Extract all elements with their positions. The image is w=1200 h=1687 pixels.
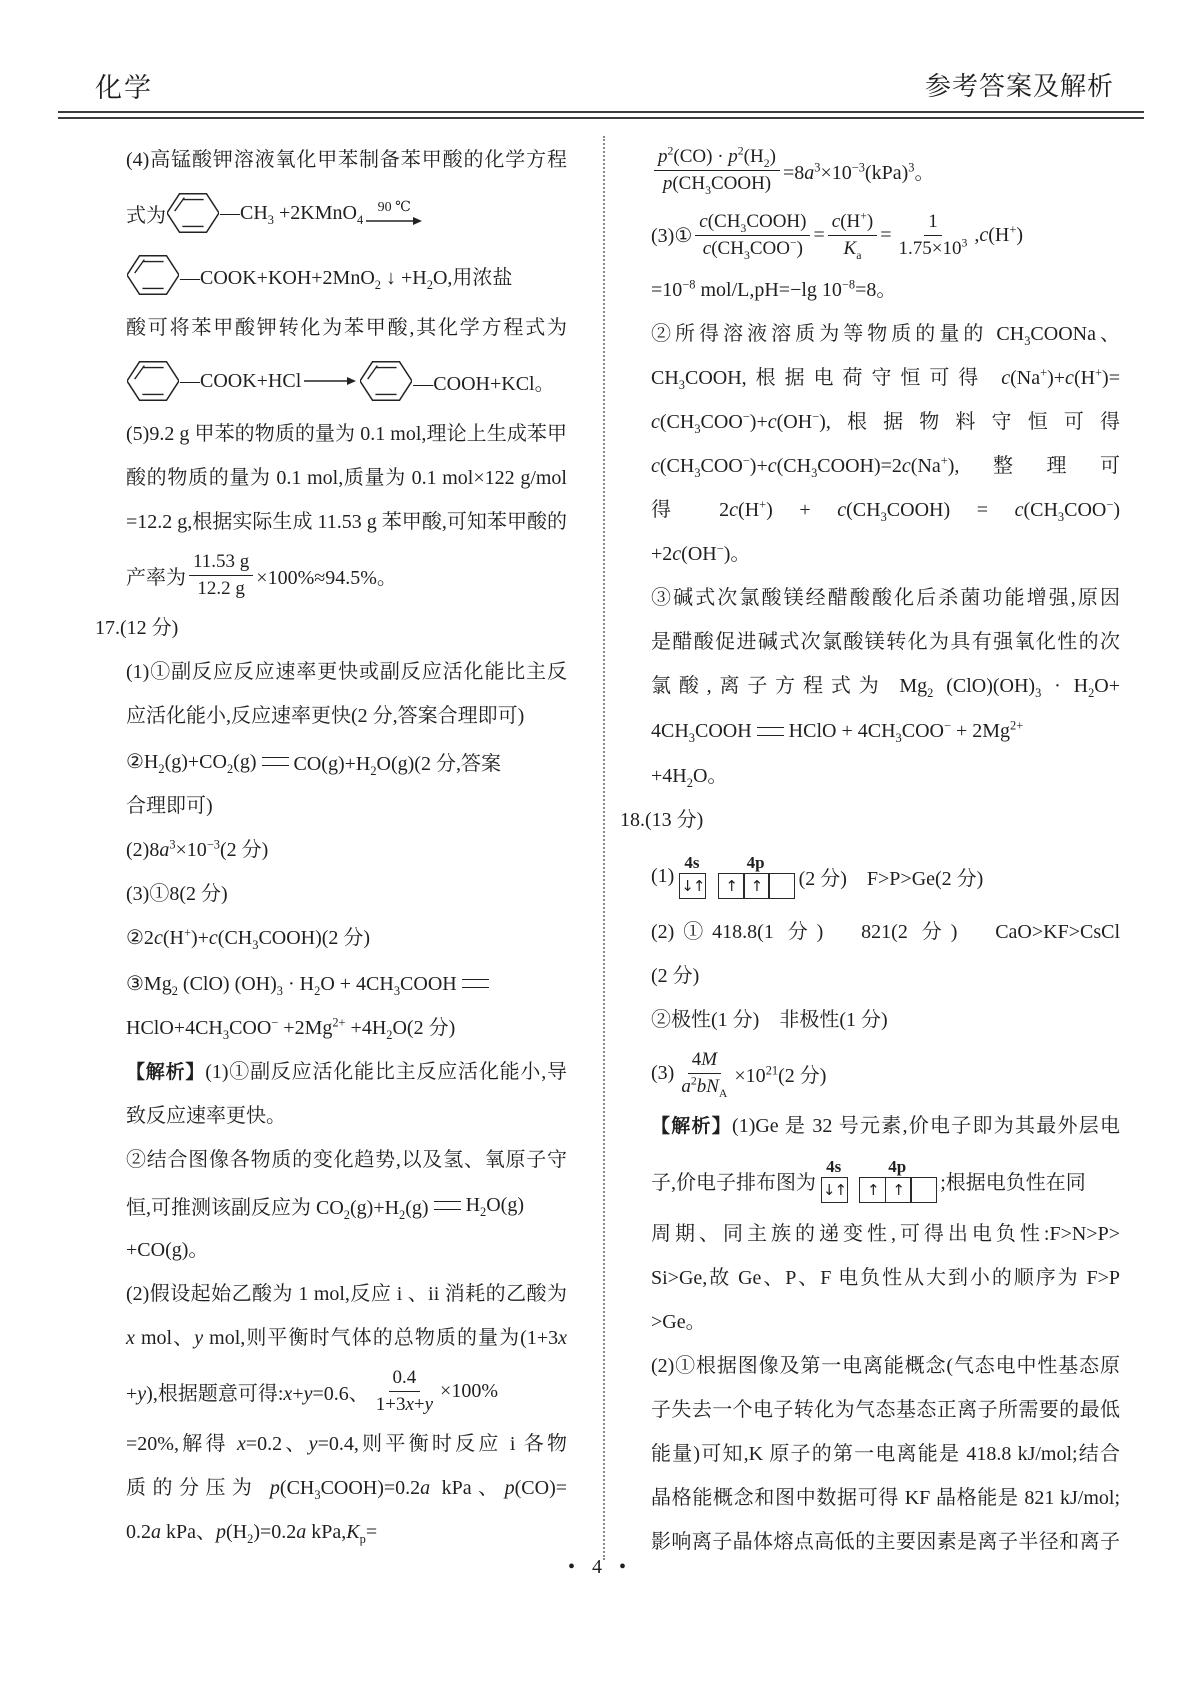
right-arrow-icon — [304, 376, 356, 386]
text-line — [95, 1138, 567, 1182]
text-line — [620, 1432, 1120, 1476]
fraction: $\frac{11.53 g}{12.2 g}$ — [189, 550, 253, 601]
right-column — [620, 138, 1120, 1564]
text-line — [620, 664, 1120, 708]
text-run: $c(CH_3COO^-)+c(OH^-)$,根据物料守恒可得 — [651, 409, 1120, 436]
text-run: 式为 — [126, 204, 166, 227]
fraction: $\frac{4M}{a^2bN_A}$ — [681, 1048, 728, 1100]
text-run: (2)①根据图像及第一电离能概念(气态电中性基态原 — [651, 1355, 1120, 1377]
fraction: $\frac{1}{1.75\times 10^3}$ — [898, 210, 968, 259]
text-line — [620, 620, 1120, 664]
text-line — [620, 1300, 1120, 1344]
text-run: +y),根据题意可得:x+y=0.6、 — [126, 1382, 369, 1405]
text-run: $③Mg_2$ (ClO) $(OH)_3 \cdot H_2O$ + $4CH_3COOH$ — [126, 972, 457, 998]
text-run: —COOK+KOH+2MnO$_2$ ↓ $+H_2O$,用浓盐 — [180, 266, 513, 292]
text-run: 子,价电子排布图为 — [651, 1171, 816, 1194]
text-run: 氯酸,离子方程式为 $Mg_2$ $(ClO)(OH)_3 \cdot H_2O+$ — [651, 675, 1120, 700]
text-run: 0.2a kPa、$p(H_2)=0.2a$ $kPa,K_p=$ — [126, 1521, 378, 1546]
text-run: Si>Ge,故 Ge、P、F 电负性从大到小的顺序为 F>P — [651, 1267, 1120, 1289]
text-run: (1)①副反应反应速率更快或副反应活化能比主反 — [126, 661, 567, 683]
text-run: 得 $2c(H^+) + c(CH_3COOH) = c(CH_3COO^-)$ — [651, 497, 1121, 524]
formula-line — [95, 350, 567, 412]
text-line — [95, 1510, 567, 1554]
text-line — [95, 412, 567, 456]
formula-line — [95, 1360, 567, 1422]
double-bond-equals — [757, 727, 784, 736]
text-line — [95, 1006, 567, 1050]
orbital-box — [768, 873, 795, 899]
orbital-box — [910, 1177, 937, 1203]
text-run: $CH_3COOH$,根据电荷守恒可得 c(Na+)+c(H+)= — [651, 365, 1120, 392]
text-line — [620, 1212, 1120, 1256]
text-line — [95, 1272, 567, 1316]
column-divider — [603, 136, 605, 1560]
text-run: 恒,可推测该副反应为 $CO_2(g)+H_2(g)$ — [126, 1196, 429, 1222]
text-line — [620, 488, 1120, 532]
fraction: $\frac{p^2(CO) \cdot p^2(H_2)}{p(CH_3COOH)}$ — [654, 145, 780, 196]
text-run: x mol、y mol,则平衡时气体的总物质的量为(1+3x — [126, 1327, 567, 1349]
benzene-ring-icon — [127, 252, 179, 298]
text-run: (2 分) F>P>Ge(2 分) — [798, 867, 984, 890]
text-line — [620, 356, 1120, 400]
text-line — [620, 754, 1120, 798]
fraction: $\frac{c(CH_3COOH)}{c(CH_3COO^-)}$ — [695, 210, 810, 261]
text-line — [95, 306, 567, 350]
text-run: 【解析】(1)Ge 是 32 号元素,价电子即为其最外层电 — [651, 1115, 1120, 1137]
text-line — [620, 1256, 1120, 1300]
text-run: 合理即可) — [126, 795, 213, 817]
text-line — [95, 694, 567, 738]
orbital-box: ↑ — [743, 873, 770, 899]
text-run: 影响离子晶体熔点高低的主要因素是离子半径和离子 — [651, 1531, 1120, 1553]
left-column — [95, 138, 567, 1554]
text-run: $4CH_3COOH$ — [651, 719, 752, 745]
text-line — [95, 1422, 567, 1466]
orbital-box: ↓↑ — [821, 1177, 848, 1203]
orbital-box: ↑ — [859, 1177, 886, 1203]
text-run: = — [880, 223, 892, 246]
text-line — [95, 872, 567, 916]
fraction: $\frac{0.4}{1+3x+y}$ — [375, 1366, 434, 1415]
text-run: (3)① — [651, 224, 693, 247]
orbital-diagram: 4s ↓↑ 4p ↑ ↑ — [821, 1158, 935, 1203]
text-run: +2c(OH−)。 — [651, 541, 751, 565]
text-run: $=10^{-8}$ mol/L,pH=−lg $10^{-8}=8$。 — [651, 277, 897, 301]
text-run: 致反应速率更快。 — [126, 1105, 286, 1127]
text-line — [620, 910, 1120, 954]
text-run: =12.2 g,根据实际生成 11.53 g 苯甲酸,可知苯甲酸的 — [126, 511, 567, 533]
text-line — [620, 954, 1120, 998]
double-bond-equals — [434, 1201, 461, 1210]
formula-line — [620, 1148, 1120, 1212]
answer-key-title: 参考答案及解析 — [924, 72, 1114, 101]
formula-line — [620, 842, 1120, 910]
text-run: ;根据电负性在同 — [940, 1171, 1086, 1194]
text-run: $+4H_2O$。 — [651, 765, 728, 790]
formula-line — [95, 244, 567, 306]
text-run: HClO + $4CH_3COO^- + 2Mg^{2+}$ — [788, 717, 1024, 745]
text-run: ×100%≈94.5%。 — [256, 566, 397, 589]
text-run: —COOK+HCl — [180, 369, 302, 392]
text-line — [620, 1388, 1120, 1432]
page-number: • 4 • — [567, 1556, 632, 1578]
text-line — [95, 138, 567, 182]
text-run: >Ge。 — [651, 1311, 706, 1333]
text-run: $CO(g)+H_2O(g)(2$ 分,答案 — [293, 752, 501, 778]
benzene-ring-icon — [167, 190, 219, 236]
orbital-diagram: 4s ↓↑ 4p ↑ ↑ — [679, 854, 793, 899]
text-run: ②极性(1 分) 非极性(1 分) — [651, 1009, 888, 1031]
orbital-box: ↓↑ — [679, 873, 706, 899]
text-run: (3) — [651, 1061, 675, 1084]
text-run: 晶格能概念和图中数据可得 KF 晶格能是 821 kJ/mol; — [651, 1487, 1120, 1509]
text-run: 17.(12 分) — [95, 617, 179, 639]
text-line — [95, 456, 567, 500]
text-line — [620, 1344, 1120, 1388]
formula-line — [95, 1182, 567, 1228]
text-line — [620, 312, 1120, 356]
text-run: = — [813, 223, 825, 246]
text-run: 是醋酸促进碱式次氯酸镁转化为具有强氧化性的次 — [651, 631, 1120, 653]
text-run: (5)9.2 g 甲苯的物质的量为 0.1 mol,理论上生成苯甲 — [126, 423, 567, 445]
text-run: =20%,解得 x=0.2、y=0.4,则平衡时反应 i 各物 — [126, 1433, 567, 1455]
text-run: ③碱式次氯酸镁经醋酸酸化后杀菌功能增强,原因 — [651, 587, 1120, 609]
formula-line — [95, 738, 567, 784]
text-run: $=8a^3\times 10^{-3}(kPa)^3$。 — [782, 159, 935, 184]
text-line — [620, 444, 1120, 488]
text-line — [95, 650, 567, 694]
question-number-line — [620, 798, 1120, 842]
benzene-ring-icon — [127, 358, 179, 404]
text-run: $\times 10^{21}(2$ 分) — [734, 1062, 827, 1087]
orbital-box: ↑ — [718, 873, 745, 899]
formula-line — [620, 708, 1120, 754]
text-run: ②结合图像各物质的变化趋势,以及氢、氧原子守 — [126, 1149, 567, 1171]
formula-line — [620, 202, 1120, 268]
text-line — [620, 1476, 1120, 1520]
text-line — [95, 500, 567, 544]
double-bond-equals — [462, 979, 489, 988]
text-line — [95, 828, 567, 872]
text-run: (3)①8(2 分) — [126, 883, 228, 905]
text-run: 子失去一个电子转化为气态基态正离子所需要的最低 — [651, 1399, 1120, 1421]
text-line — [95, 1094, 567, 1138]
text-run: 应活化能小,反应速率更快(2 分,答案合理即可) — [126, 705, 525, 727]
text-run: 酸可将苯甲酸钾转化为苯甲酸,其化学方程式为 — [126, 317, 567, 339]
text-line — [95, 916, 567, 960]
double-bond-equals — [262, 757, 289, 766]
text-run: 产率为 — [126, 566, 186, 589]
text-line — [95, 784, 567, 828]
text-run: —COOH+KCl。 — [413, 372, 555, 395]
text-line — [95, 1316, 567, 1360]
question-number-line — [95, 606, 567, 650]
text-run: $(2)8a^3\times 10^{-3}(2$ 分) — [126, 837, 269, 861]
text-line — [620, 576, 1120, 620]
text-run: ,c(H+) — [974, 221, 1024, 246]
text-run: $c(CH_3COO^-)+c(CH_3COOH)=2c(Na^+)$,整理可 — [651, 453, 1120, 480]
text-line — [95, 1050, 567, 1094]
text-run: $HClO+4CH_3COO^- +2Mg^{2+} +4H_2O(2$ 分) — [126, 1015, 456, 1042]
text-run: 【解析】(1)①副反应活化能比主反应活化能小,导 — [126, 1061, 567, 1083]
text-line — [620, 532, 1120, 576]
benzene-ring-icon — [360, 358, 412, 404]
text-run: ②所得溶液溶质为等物质的量的 $CH_3COONa$、 — [651, 323, 1120, 348]
text-run: 质的分压为 $p(CH_3COOH)=0.2a$ kPa、p(CO)= — [126, 1477, 568, 1502]
text-run: (2)假设起始乙酸为 1 mol,反应 i 、ii 消耗的乙酸为 — [126, 1283, 567, 1305]
text-line — [620, 998, 1120, 1042]
formula-line — [95, 544, 567, 606]
text-line — [95, 1228, 567, 1272]
formula-line — [95, 182, 567, 244]
formula-line — [95, 960, 567, 1006]
orbital-box: ↑ — [885, 1177, 912, 1203]
fraction: $\frac{c(H^+)}{K_a}$ — [828, 210, 877, 261]
text-run: 周期、同主族的递变性,可得出电负性:F>N>P> — [651, 1223, 1120, 1245]
text-line — [620, 268, 1120, 312]
text-run: $②2c(H^+)+c(CH_3COOH)(2$ 分) — [126, 925, 371, 952]
text-run: (2 分) — [651, 965, 700, 987]
text-run: $—CH_3$ +2KMnO$_4$ — [220, 201, 364, 227]
subject-title: 化学 — [95, 73, 153, 103]
text-line — [95, 1466, 567, 1510]
text-run: (1) — [651, 864, 675, 887]
text-run: $②H_2(g)+CO_2(g)$ — [126, 750, 257, 776]
text-run: +CO(g)。 — [126, 1239, 209, 1261]
formula-line — [620, 138, 1120, 202]
text-run: $H_2O(g)$ — [465, 1193, 524, 1219]
text-run: (4)高锰酸钾溶液氧化甲苯制备苯甲酸的化学方程 — [126, 149, 567, 171]
text-run: ×100% — [440, 1379, 498, 1402]
text-run: (2)①418.8(1 分) 821(2 分) CaO>KF>CsCl — [651, 921, 1120, 943]
text-run: 能量)可知,K 原子的第一电离能是 418.8 kJ/mol;结合 — [651, 1443, 1120, 1465]
text-line — [620, 400, 1120, 444]
text-line — [620, 1104, 1120, 1148]
header-double-rule — [58, 111, 1144, 119]
reaction-condition-arrow-icon: 90 ℃ — [366, 200, 422, 225]
formula-line — [620, 1042, 1120, 1104]
text-run: 18.(13 分) — [620, 809, 704, 831]
text-run: 酸的物质的量为 0.1 mol,质量为 0.1 mol×122 g/mol — [126, 467, 567, 489]
